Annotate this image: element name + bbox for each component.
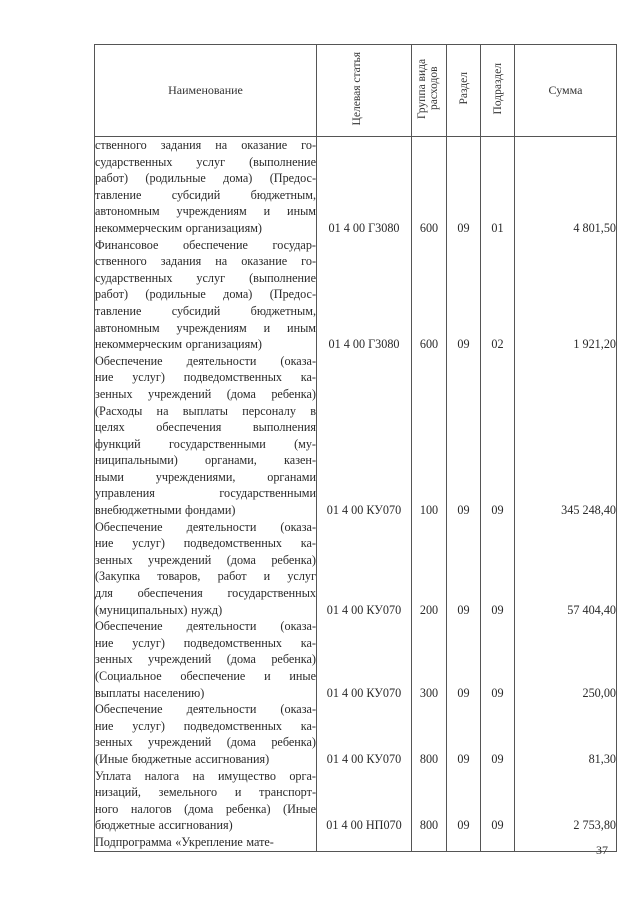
row-name-line: функций государственными (му- xyxy=(95,436,316,451)
row-name-line: некоммерческим организациям) xyxy=(95,337,262,352)
row-name-line: бюджетные ассигнования) xyxy=(95,818,233,833)
row-name xyxy=(95,519,317,619)
row-sum: 345 248,40 xyxy=(515,353,617,519)
row-section: 09 xyxy=(447,618,481,701)
row-name-line: (Иные бюджетные ассигнования) xyxy=(95,751,270,766)
row-section: 09 xyxy=(447,519,481,619)
row-group xyxy=(412,834,447,851)
row-name xyxy=(95,137,317,237)
row-name-line: ственного задания на оказание го- xyxy=(95,254,316,269)
row-section: 09 xyxy=(447,137,481,237)
row-name-line: сударственных услуг (выполнение xyxy=(95,270,316,285)
header-target: Целевая статья xyxy=(317,45,412,137)
row-name-line: работ) (родильные дома) (Предос- xyxy=(95,171,316,186)
row-name xyxy=(95,834,317,851)
row-name xyxy=(95,237,317,353)
row-sum: 4 801,50 xyxy=(515,137,617,237)
row-subsection: 09 xyxy=(481,618,515,701)
row-group: 200 xyxy=(412,519,447,619)
row-target: 01 4 00 Г3080 xyxy=(317,237,412,353)
row-section: 09 xyxy=(447,701,481,767)
row-section: 09 xyxy=(447,353,481,519)
row-name-line: внебюджетными фондами) xyxy=(95,503,236,518)
row-section: 09 xyxy=(447,237,481,353)
row-group: 600 xyxy=(412,237,447,353)
budget-table xyxy=(94,44,617,852)
row-subsection: 09 xyxy=(481,768,515,834)
row-name xyxy=(95,768,317,834)
row-name-line: целях обеспечения выполнения xyxy=(95,420,316,435)
row-name-line: некоммерческим организациям) xyxy=(95,220,262,235)
row-name-line: Обеспечение деятельности (оказа- xyxy=(95,353,316,368)
row-name-line: ние услуг) подведомственных ка- xyxy=(95,370,316,385)
row-target: 01 4 00 КУ070 xyxy=(317,353,412,519)
header-name: Наименование xyxy=(95,45,317,137)
row-name-line: низаций, земельного и транспорт- xyxy=(95,785,316,800)
row-name-line: (муниципальных) нужд) xyxy=(95,602,223,617)
row-sum: 250,00 xyxy=(515,618,617,701)
row-target: 01 4 00 КУ070 xyxy=(317,701,412,767)
row-name-line: ние услуг) подведомственных ка- xyxy=(95,635,316,650)
row-name xyxy=(95,353,317,519)
header-group: Группа вида расходов xyxy=(412,45,447,137)
header-sum: Сумма xyxy=(515,45,617,137)
row-section xyxy=(447,834,481,851)
table-row xyxy=(95,701,617,767)
row-sum: 1 921,20 xyxy=(515,237,617,353)
row-name-line: тавление субсидий бюджетным, xyxy=(95,187,316,202)
row-target: 01 4 00 НП070 xyxy=(317,768,412,834)
row-subsection: 09 xyxy=(481,353,515,519)
row-name-line: ние услуг) подведомственных ка- xyxy=(95,536,316,551)
table-header-row xyxy=(95,45,617,137)
row-name-line: ственного задания на оказание го- xyxy=(95,138,316,152)
row-target xyxy=(317,834,412,851)
row-sum: 2 753,80 xyxy=(515,768,617,834)
row-name-line: зенных учреждений (дома ребенка) xyxy=(95,552,316,567)
row-name-line: ного налогов (дома ребенка) (Иные xyxy=(95,801,316,816)
row-name-line: зенных учреждений (дома ребенка) xyxy=(95,735,316,750)
row-name-line: Уплата налога на имущество орга- xyxy=(95,768,316,783)
row-subsection: 09 xyxy=(481,519,515,619)
row-subsection: 09 xyxy=(481,701,515,767)
row-group: 800 xyxy=(412,768,447,834)
row-name-line: Обеспечение деятельности (оказа- xyxy=(95,519,316,534)
row-subsection xyxy=(481,834,515,851)
row-section: 09 xyxy=(447,768,481,834)
table-row xyxy=(95,137,617,237)
row-name-line: работ) (родильные дома) (Предос- xyxy=(95,287,316,302)
header-section: Раздел xyxy=(447,45,481,137)
table-row xyxy=(95,353,617,519)
row-name-line: сударственных услуг (выполнение xyxy=(95,154,316,169)
row-subsection: 01 xyxy=(481,137,515,237)
row-name xyxy=(95,618,317,701)
page-number: 37 xyxy=(596,843,608,857)
table-row xyxy=(95,519,617,619)
table-row xyxy=(95,768,617,834)
row-target: 01 4 00 Г3080 xyxy=(317,137,412,237)
row-name-line: Подпрограмма «Укрепление мате- xyxy=(95,834,274,849)
row-name-line: зенных учреждений (дома ребенка) xyxy=(95,652,316,667)
table-row xyxy=(95,618,617,701)
row-name xyxy=(95,701,317,767)
row-name-line: автономным учреждениям и иным xyxy=(95,320,316,335)
row-group: 100 xyxy=(412,353,447,519)
row-name-line: зенных учреждений (дома ребенка) xyxy=(95,386,316,401)
row-name-line: Обеспечение деятельности (оказа- xyxy=(95,619,316,634)
table-row xyxy=(95,834,617,851)
row-name-line: ными учреждениями, органами xyxy=(95,469,316,484)
row-name-line: выплаты населению) xyxy=(95,685,205,700)
row-group: 800 xyxy=(412,701,447,767)
row-subsection: 02 xyxy=(481,237,515,353)
header-subsection: Подраздел xyxy=(481,45,515,137)
row-group: 600 xyxy=(412,137,447,237)
row-name-line: автономным учреждениям и иным xyxy=(95,204,316,219)
row-name-line: тавление субсидий бюджетным, xyxy=(95,303,316,318)
row-name-line: Обеспечение деятельности (оказа- xyxy=(95,702,316,717)
row-target: 01 4 00 КУ070 xyxy=(317,618,412,701)
row-sum: 57 404,40 xyxy=(515,519,617,619)
row-name-line: ние услуг) подведомственных ка- xyxy=(95,718,316,733)
row-name-line: (Расходы на выплаты персоналу в xyxy=(95,403,316,418)
row-name-line: ниципальными) органами, казен- xyxy=(95,453,316,468)
table-row xyxy=(95,237,617,353)
row-target: 01 4 00 КУ070 xyxy=(317,519,412,619)
row-group: 300 xyxy=(412,618,447,701)
row-name-line: (Закупка товаров, работ и услуг xyxy=(95,569,316,584)
row-name-line: (Социальное обеспечение и иные xyxy=(95,669,316,683)
row-name-line: управления государственными xyxy=(95,486,316,501)
row-name-line: для обеспечения государственных xyxy=(95,586,316,601)
row-name-line: Финансовое обеспечение государ- xyxy=(95,237,316,252)
row-sum: 81,30 xyxy=(515,701,617,767)
